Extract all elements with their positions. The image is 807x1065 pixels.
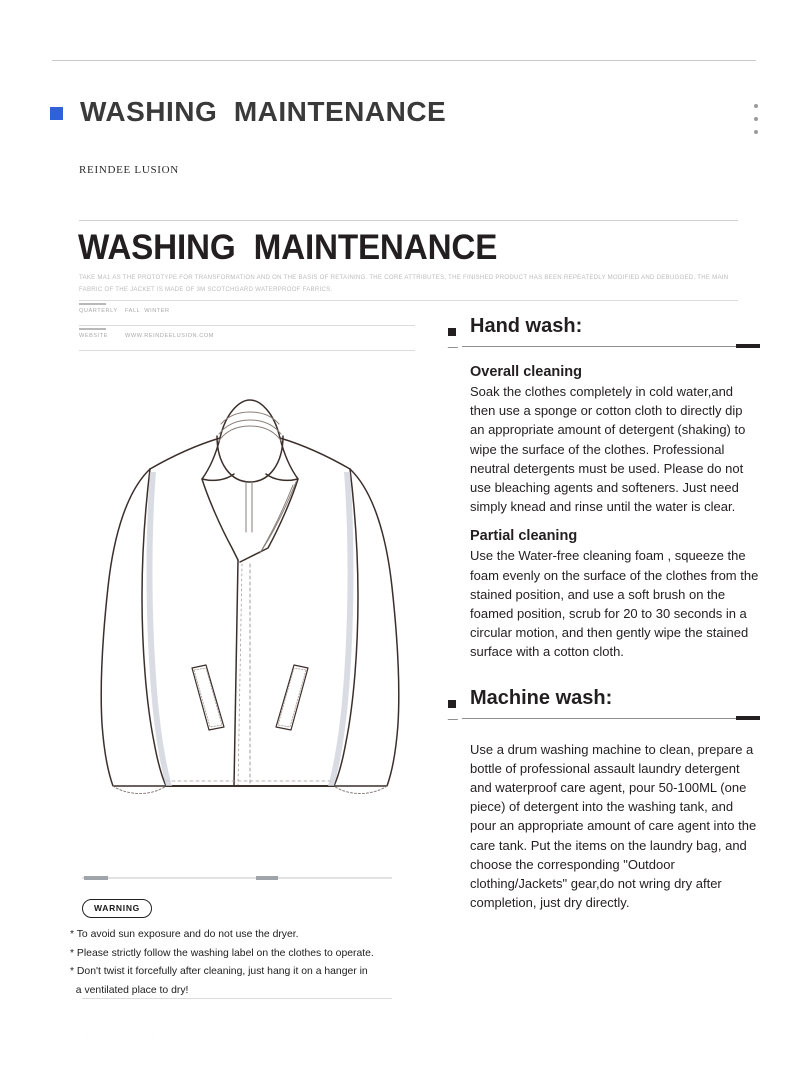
section-spacer <box>448 724 760 740</box>
note-line: * Don't twist it forcefully after cleaning, just hang it on a hanger in <box>70 966 368 977</box>
meta-value: FALL WINTER <box>125 308 170 314</box>
meta-divider <box>79 325 415 326</box>
kebab-dot <box>754 130 758 134</box>
ruler-segment <box>256 876 278 880</box>
subsection-text: Use the Water-free cleaning foam , squeeze the foam evenly on the surface of the clothes from the stained position, and use a soft brush on the foamed position, scrub for 20 to 30 seconds in a circular motion, and then gently wipe the stained surface with a cotton cloth. <box>470 548 759 660</box>
main-heading: WASHING MAINTENANCE <box>78 228 498 267</box>
warning-notes <box>70 926 415 1000</box>
top-divider <box>52 60 756 61</box>
meta-tick <box>79 303 106 305</box>
jacket-technical-flat-sketch <box>80 372 420 872</box>
header-rule <box>462 718 736 719</box>
main-title-top-divider <box>79 220 738 221</box>
subsection-title: Partial cleaning <box>470 528 578 545</box>
meta-key: WEBSITE <box>79 333 109 339</box>
note-line: a ventilated place to dry! <box>70 984 189 996</box>
main-description: TAKE MA1 AS THE PROTOTYPE FOR TRANSFORMATION AND ON THE BASIS OF RETAINING. THE CORE ATTRIBUTES, THE FINISHED PRODUCT HAS BEEN REPEATEDLY MODIFIED AND DEBUGGED. THE MAIN FABRIC OF THE JACKET IS MADE OF 3M SCOTCHGARD WATERPROOF FABRICS. <box>79 274 729 293</box>
page-title: WASHING MAINTENANCE <box>80 96 447 127</box>
subsection-text: Soak the clothes completely in cold water,and then use a sponge or cotton cloth to directly dip an appropriate amount of detergent (shaking) to wipe the surface of the clothes. Professional neutral detergents must be used. Please do not use bleaching agents and softeners. Just need simply knead and rinse until the water is clear. <box>470 384 746 515</box>
main-title-bottom-divider <box>79 300 738 301</box>
instructions-column <box>448 316 760 912</box>
note-line: * Please strictly follow the washing label on the clothes to operate. <box>70 947 374 959</box>
section-header-hand-wash <box>448 316 760 352</box>
subsection-title: Overall cleaning <box>470 364 583 380</box>
meta-value: WWW.REINDEELUSION.COM <box>125 333 214 339</box>
kebab-dot <box>754 104 758 108</box>
note-line: * To avoid sun exposure and do not use the dryer. <box>70 929 299 940</box>
measurement-ruler <box>82 876 392 880</box>
brand-name: REINDEE LUSION <box>79 164 179 176</box>
square-bullet-icon <box>448 700 456 708</box>
section-title: Hand wash: <box>470 315 583 337</box>
square-bullet-icon <box>448 328 456 336</box>
section-title: Machine wash: <box>470 686 613 709</box>
header-rule <box>462 346 736 347</box>
warning-badge: WARNING <box>82 899 152 918</box>
header-rule-cap <box>736 344 760 348</box>
subsection-text: Use a drum washing machine to clean, prepare a bottle of professional assault laundry detergent and waterproof care agent, pour 50-100ML (one piece) of detergent into the washing tank, and pour an appropriate amount of care agent into the care tank. Put the items on the laundry bag, and choose the corresponding "Outdoor clothing/Jackets" gear,do not wring dry after completion, just dry directly. <box>470 741 757 911</box>
header-rule-cap <box>736 716 760 720</box>
notes-divider <box>82 998 392 999</box>
section-spacer <box>448 662 760 688</box>
kebab-dot <box>754 117 758 121</box>
meta-key: QUARTERLY <box>79 308 118 314</box>
meta-tick <box>79 328 106 330</box>
section-header-machine-wash <box>448 688 760 724</box>
meta-divider <box>79 350 415 351</box>
footer-ghost-text: REINDEE LUSION <box>84 1032 158 1039</box>
ruler-segment <box>84 876 108 880</box>
blue-square-bullet-icon <box>50 107 63 120</box>
ruler-bar <box>82 877 392 879</box>
kebab-menu-icon[interactable] <box>752 104 760 138</box>
page-header <box>50 96 760 140</box>
